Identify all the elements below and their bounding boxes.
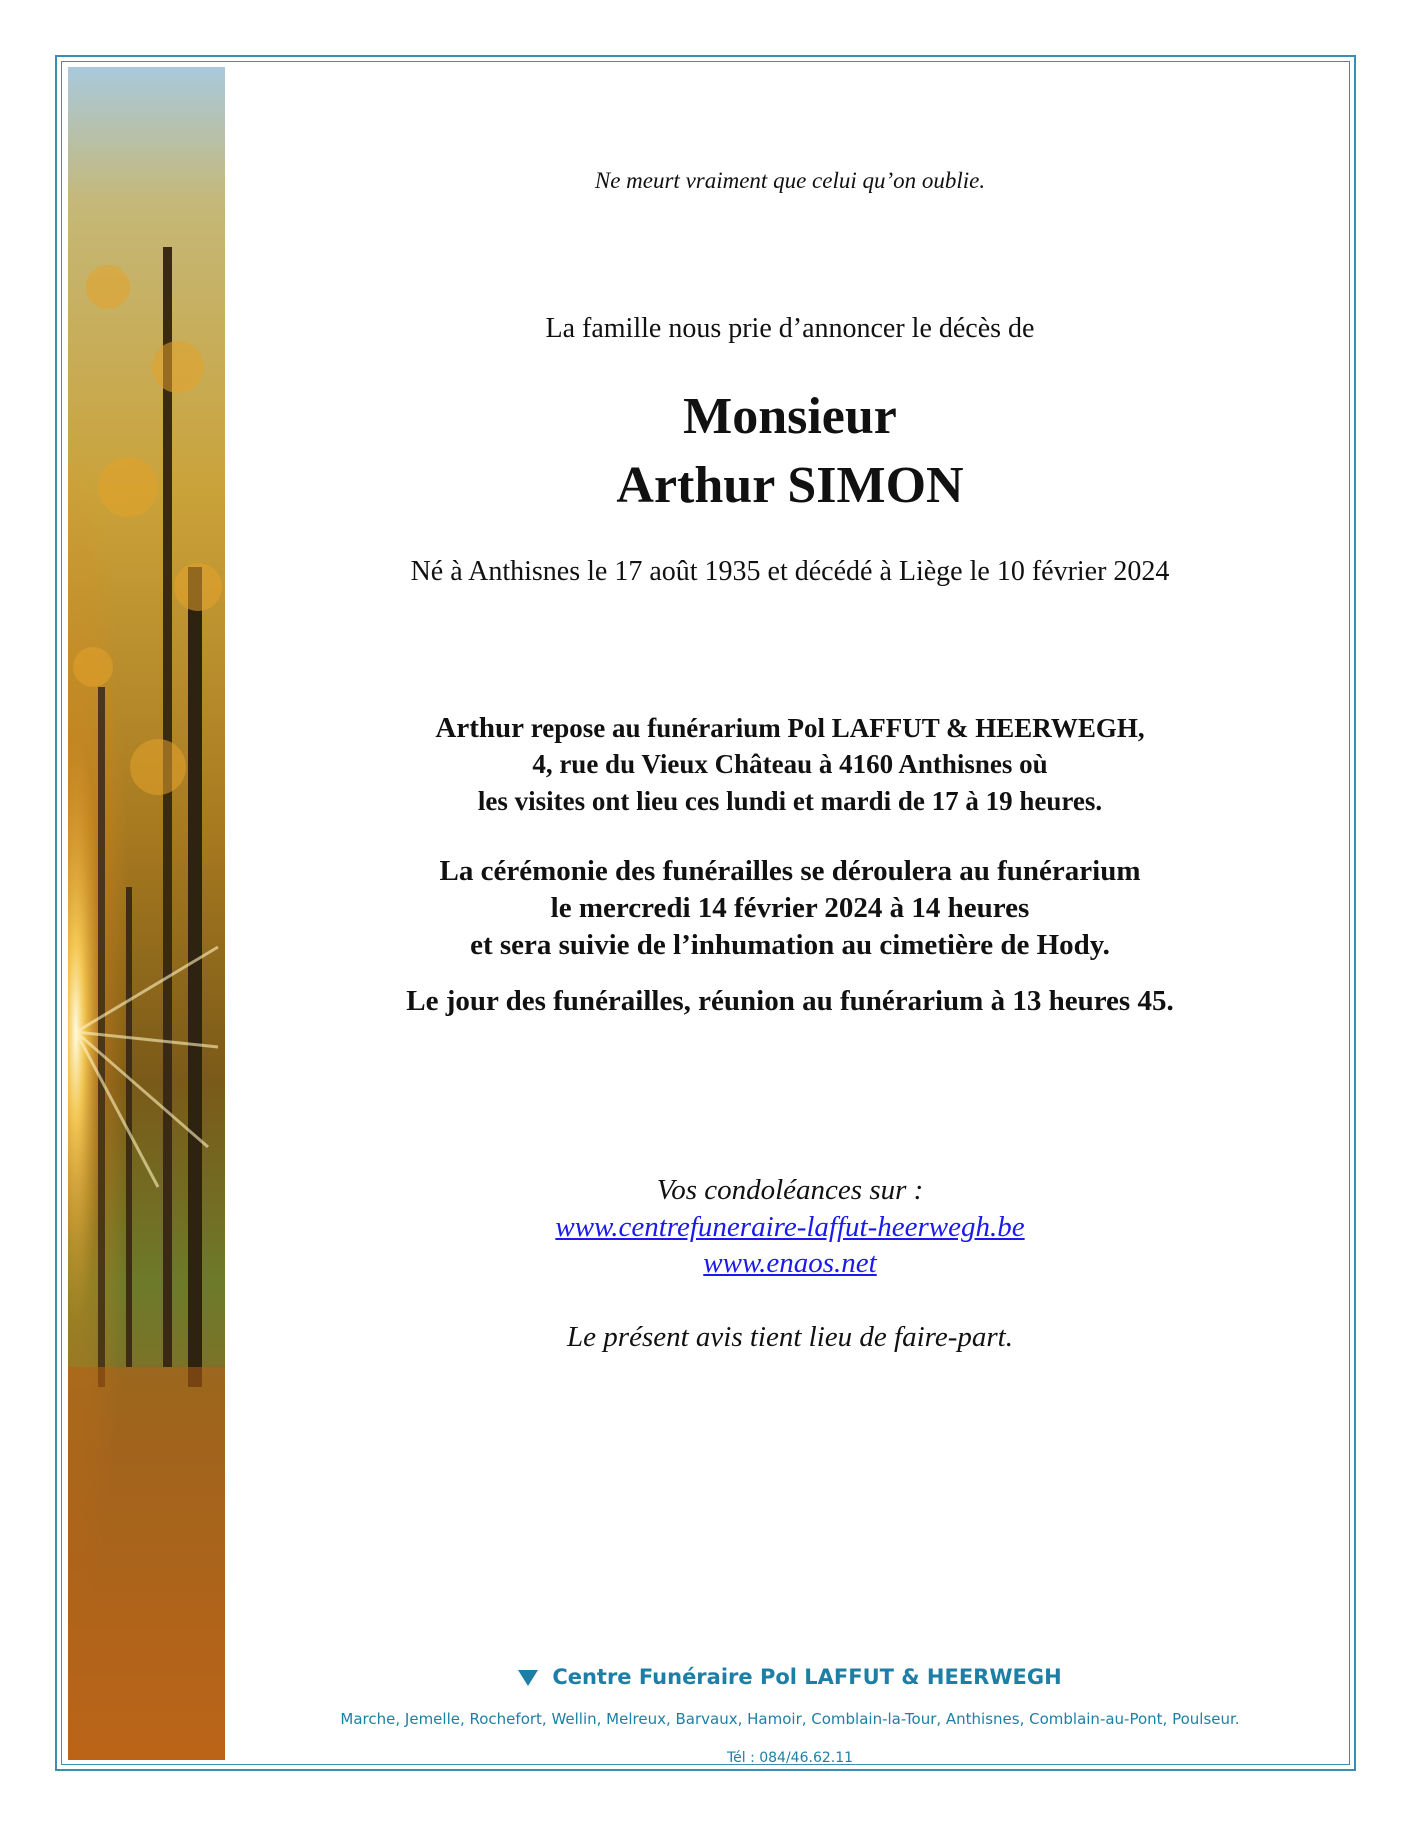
ceremony-line-3: et sera suivie de l’inhumation au cimetière de Hody. bbox=[470, 929, 1110, 961]
autumn-forest-photo bbox=[68, 67, 225, 1760]
funeral-home-locations: Marche, Jemelle, Rochefort, Wellin, Melreux, Barvaux, Hamoir, Comblain-la-Tour, Anthisnes, Comblain-au-Pont, Poulseur. bbox=[340, 1710, 1240, 1728]
visitation-first-name: Arthur bbox=[435, 712, 525, 744]
visitation-line-3: les visites ont lieu ces lundi et mardi de 17 à 19 heures. bbox=[477, 786, 1103, 816]
ceremony-line-1: La cérémonie des funérailles se déroulera au funérarium bbox=[439, 855, 1141, 887]
visitation-line-2: 4, rue du Vieux Château à 4160 Anthisnes où bbox=[532, 749, 1048, 779]
funeral-home-name bbox=[230, 1665, 1350, 1689]
announcement-intro: La famille nous prie d’annoncer le décès de bbox=[545, 313, 1035, 344]
condolences-link-laffut[interactable]: www.centrefuneraire-laffut-heerwegh.be bbox=[555, 1211, 1025, 1243]
funeral-home-name-text: Centre Funéraire Pol LAFFUT & HEERWEGH bbox=[552, 1665, 1062, 1689]
funeral-home-phone: Tél : 084/46.62.11 bbox=[726, 1750, 854, 1766]
deceased-name: Arthur SIMON bbox=[616, 457, 964, 514]
meeting-info: Le jour des funérailles, réunion au funérarium à 13 heures 45. bbox=[406, 985, 1174, 1017]
notice-disclaimer: Le présent avis tient lieu de faire-part. bbox=[567, 1321, 1013, 1353]
ceremony-line-2: le mercredi 14 février 2024 à 14 heures bbox=[550, 892, 1030, 924]
epitaph-quote: Ne meurt vraiment que celui qu’on oublie. bbox=[594, 168, 986, 193]
condolences-label: Vos condoléances sur : bbox=[656, 1174, 924, 1206]
visitation-line-1 bbox=[230, 712, 1350, 745]
visitation-line-1-rest: repose au funérarium Pol LAFFUT & HEERWEGH, bbox=[524, 713, 1145, 743]
deceased-honorific: Monsieur bbox=[683, 388, 897, 445]
birth-death-dates: Né à Anthisnes le 17 août 1935 et décédé à Liège le 10 février 2024 bbox=[410, 556, 1170, 587]
triangle-down-icon bbox=[518, 1670, 538, 1686]
condolences-link-enaos[interactable]: www.enaos.net bbox=[703, 1247, 877, 1279]
